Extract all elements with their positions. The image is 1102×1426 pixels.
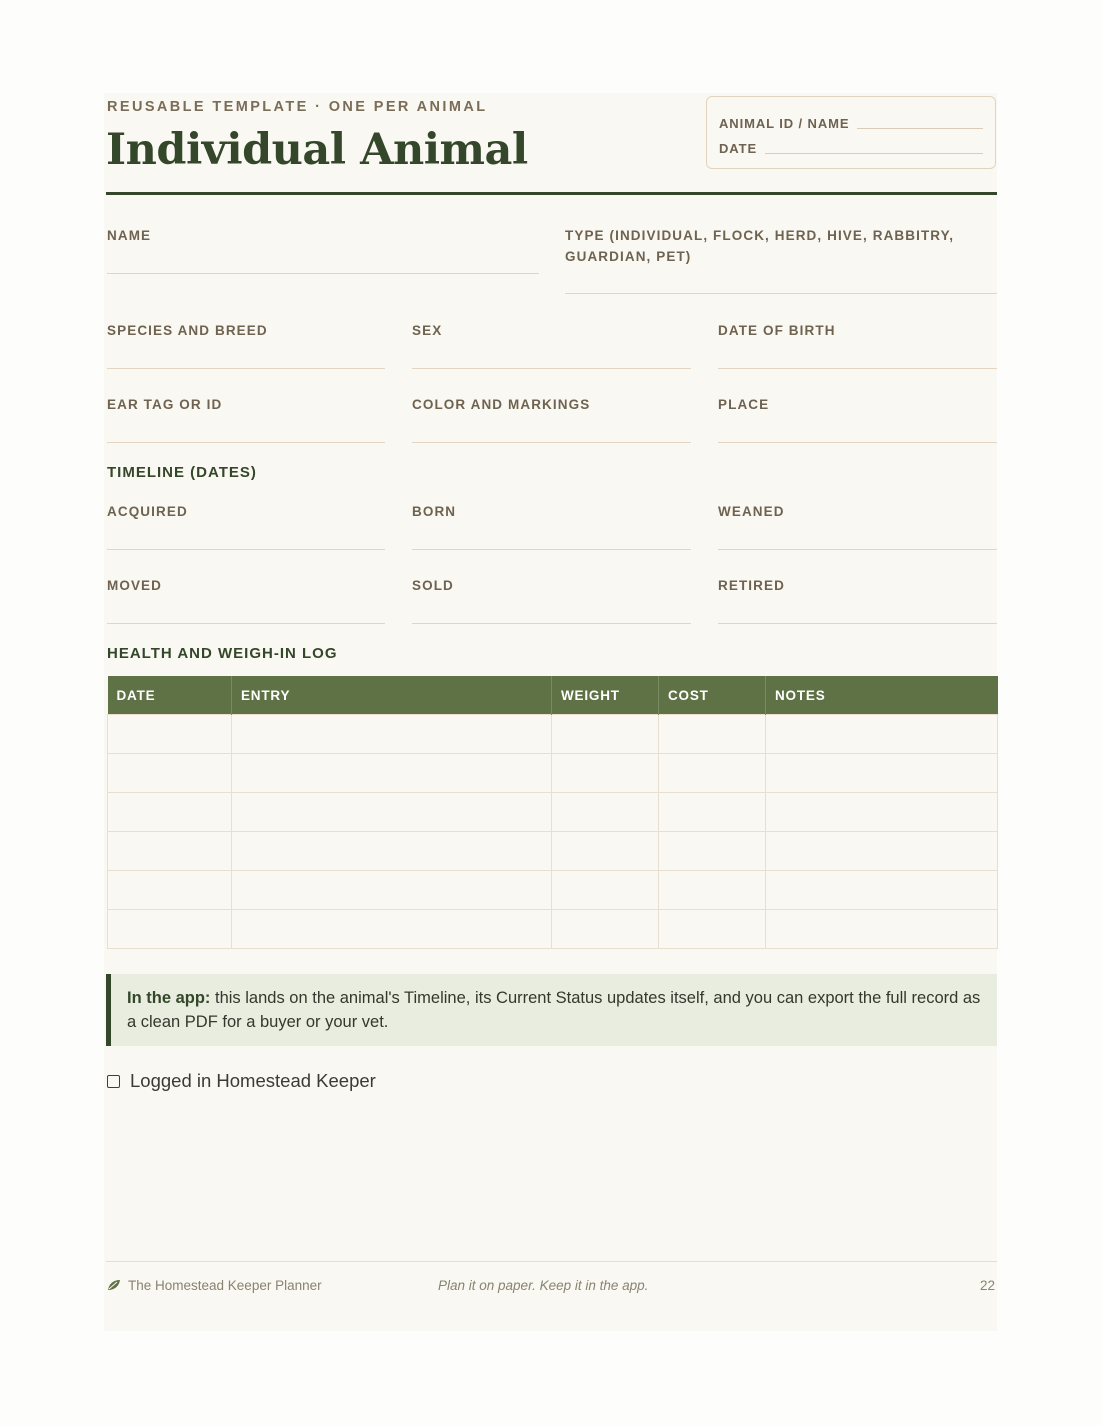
log-cell-weight[interactable]	[552, 715, 659, 754]
sold-field[interactable]	[412, 575, 691, 625]
weaned-field[interactable]	[718, 501, 997, 551]
table-row	[108, 754, 998, 793]
weaned-label: WEANED	[718, 504, 785, 519]
retired-label: RETIRED	[718, 578, 785, 593]
date-label: DATE	[719, 141, 758, 156]
log-cell-date[interactable]	[108, 910, 232, 949]
date-line[interactable]	[765, 153, 983, 154]
ear-tag-line[interactable]	[107, 442, 385, 443]
in-app-callout	[106, 974, 997, 1046]
logged-checkbox-label: Logged in Homestead Keeper	[130, 1070, 376, 1091]
place-field[interactable]	[718, 394, 997, 444]
place-label: PLACE	[718, 397, 770, 412]
template-eyebrow: REUSABLE TEMPLATE · ONE PER ANIMAL	[107, 99, 488, 115]
ear-tag-field[interactable]	[107, 394, 385, 444]
animal-id-label: ANIMAL ID / NAME	[719, 116, 850, 131]
log-cell-date[interactable]	[108, 871, 232, 910]
type-line[interactable]	[565, 293, 997, 294]
footer-divider	[106, 1261, 997, 1262]
acquired-label: ACQUIRED	[107, 504, 188, 519]
log-cell-cost[interactable]	[659, 754, 766, 793]
species-breed-field[interactable]	[107, 320, 385, 370]
log-cell-date[interactable]	[108, 715, 232, 754]
log-cell-cost[interactable]	[659, 910, 766, 949]
moved-label: MOVED	[107, 578, 163, 593]
log-cell-notes[interactable]	[766, 832, 998, 871]
sold-label: SOLD	[412, 578, 454, 593]
date-of-birth-label: DATE OF BIRTH	[718, 323, 836, 338]
leaf-icon	[107, 1279, 121, 1291]
log-heading: HEALTH AND WEIGH-IN LOG	[107, 645, 338, 662]
log-col-entry: ENTRY	[232, 676, 552, 715]
color-markings-label: COLOR AND MARKINGS	[412, 397, 591, 412]
table-row	[108, 793, 998, 832]
type-label: TYPE (INDIVIDUAL, FLOCK, HERD, HIVE, RABBITRY, GUARDIAN, PET)	[565, 228, 955, 264]
log-cell-notes[interactable]	[766, 793, 998, 832]
log-cell-notes[interactable]	[766, 754, 998, 793]
footer-page-number: 22	[979, 1278, 995, 1293]
log-cell-weight[interactable]	[552, 832, 659, 871]
log-cell-weight[interactable]	[552, 871, 659, 910]
date-row[interactable]	[719, 141, 983, 156]
log-cell-weight[interactable]	[552, 754, 659, 793]
retired-line[interactable]	[718, 623, 997, 624]
log-cell-weight[interactable]	[552, 793, 659, 832]
log-col-notes: NOTES	[766, 676, 998, 715]
logged-checkbox[interactable]	[107, 1075, 120, 1088]
log-cell-date[interactable]	[108, 793, 232, 832]
log-cell-notes[interactable]	[766, 871, 998, 910]
acquired-field[interactable]	[107, 501, 385, 551]
log-cell-entry[interactable]	[232, 871, 552, 910]
log-cell-cost[interactable]	[659, 871, 766, 910]
born-label: BORN	[412, 504, 457, 519]
place-line[interactable]	[718, 442, 997, 443]
log-cell-entry[interactable]	[232, 754, 552, 793]
log-cell-entry[interactable]	[232, 715, 552, 754]
type-field[interactable]	[565, 225, 997, 295]
log-col-date: DATE	[108, 676, 232, 715]
animal-id-box	[706, 96, 996, 169]
date-of-birth-line[interactable]	[718, 368, 997, 369]
name-field[interactable]	[107, 225, 539, 275]
acquired-line[interactable]	[107, 549, 385, 550]
species-breed-line[interactable]	[107, 368, 385, 369]
date-of-birth-field[interactable]	[718, 320, 997, 370]
born-field[interactable]	[412, 501, 691, 551]
log-col-cost: COST	[659, 676, 766, 715]
name-line[interactable]	[107, 273, 539, 274]
log-cell-date[interactable]	[108, 832, 232, 871]
log-cell-date[interactable]	[108, 754, 232, 793]
planner-page	[104, 93, 997, 1331]
sex-label: SEX	[412, 323, 443, 338]
sex-line[interactable]	[412, 368, 691, 369]
table-row	[108, 715, 998, 754]
log-header-row	[108, 676, 998, 715]
moved-field[interactable]	[107, 575, 385, 625]
name-label: NAME	[107, 228, 152, 243]
sex-field[interactable]	[412, 320, 691, 370]
born-line[interactable]	[412, 549, 691, 550]
log-cell-entry[interactable]	[232, 910, 552, 949]
log-cell-notes[interactable]	[766, 910, 998, 949]
table-row	[108, 871, 998, 910]
weaned-line[interactable]	[718, 549, 997, 550]
animal-id-row[interactable]	[719, 116, 983, 131]
moved-line[interactable]	[107, 623, 385, 624]
log-cell-cost[interactable]	[659, 832, 766, 871]
log-body	[108, 715, 998, 949]
page-title: Individual Animal	[106, 125, 528, 175]
footer-brand: The Homestead Keeper Planner	[128, 1278, 322, 1293]
color-markings-field[interactable]	[412, 394, 691, 444]
log-col-weight: WEIGHT	[552, 676, 659, 715]
callout-lead: In the app:	[127, 989, 211, 1007]
footer-tagline: Plan it on paper. Keep it in the app.	[438, 1278, 649, 1293]
log-cell-cost[interactable]	[659, 715, 766, 754]
log-cell-entry[interactable]	[232, 832, 552, 871]
log-cell-cost[interactable]	[659, 793, 766, 832]
timeline-heading: TIMELINE (DATES)	[107, 464, 257, 481]
header-divider	[106, 192, 997, 195]
ear-tag-label: EAR TAG OR ID	[107, 397, 223, 412]
log-cell-entry[interactable]	[232, 793, 552, 832]
table-row	[108, 910, 998, 949]
logged-checkbox-row[interactable]	[107, 1070, 376, 1092]
callout-text: this lands on the animal's Timeline, its Current Status updates itself, and you can export the full record as a clean PDF for a buyer or your vet.	[127, 989, 981, 1031]
log-cell-weight[interactable]	[552, 910, 659, 949]
species-breed-label: SPECIES AND BREED	[107, 323, 268, 338]
sold-line[interactable]	[412, 623, 691, 624]
table-row	[108, 832, 998, 871]
health-weigh-in-log-table	[107, 676, 998, 949]
color-markings-line[interactable]	[412, 442, 691, 443]
animal-id-line[interactable]	[857, 128, 983, 129]
log-cell-notes[interactable]	[766, 715, 998, 754]
retired-field[interactable]	[718, 575, 997, 625]
